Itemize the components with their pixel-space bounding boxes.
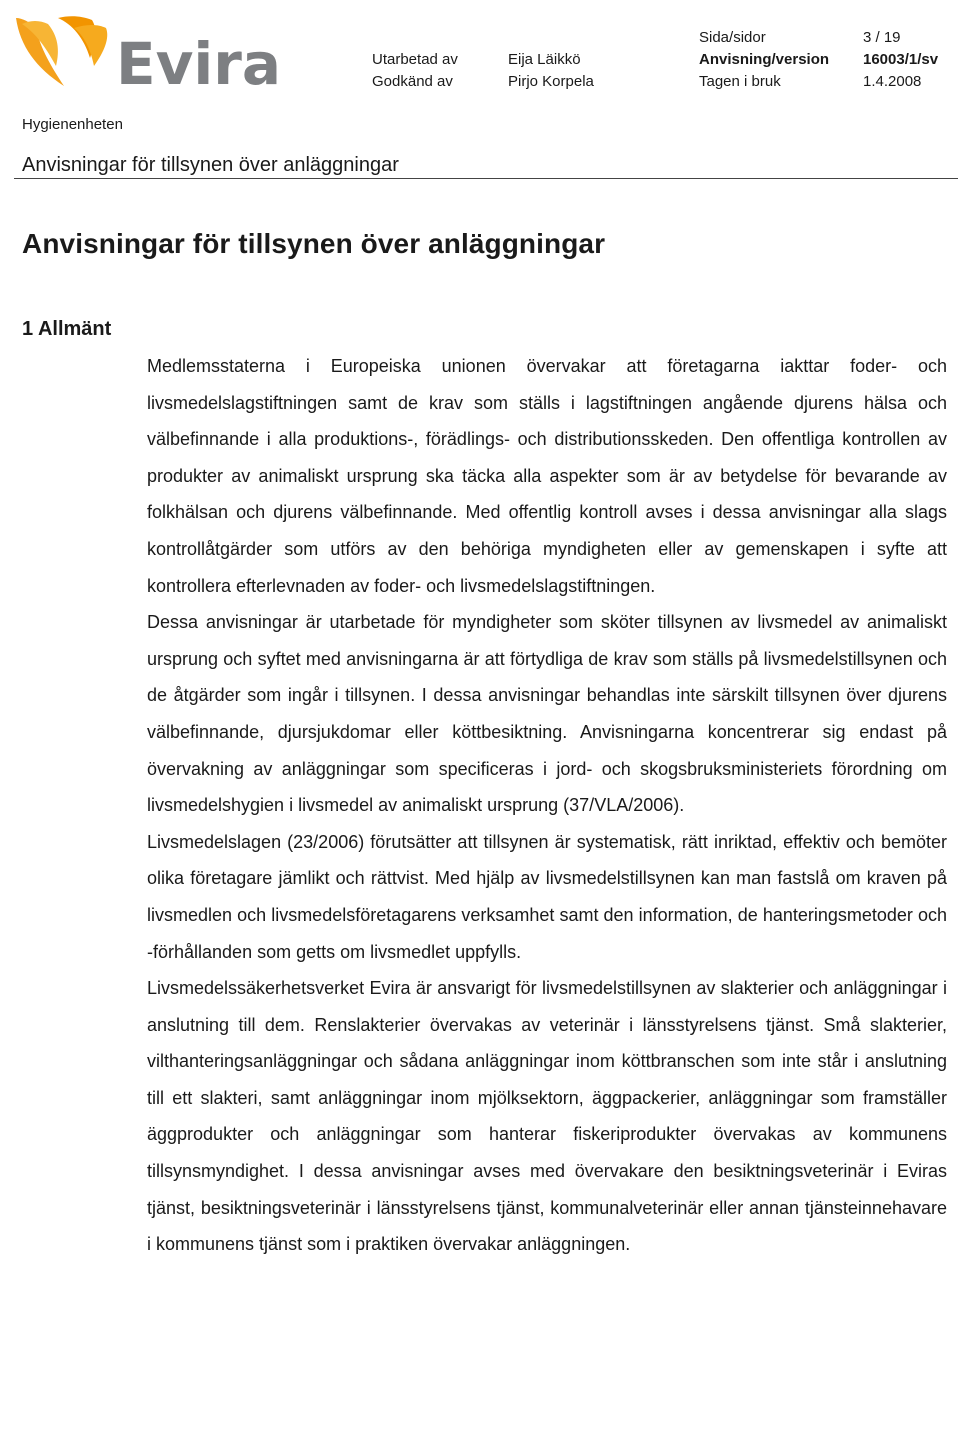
header-divider [14,178,958,179]
page-count-label: Sida/sidor [699,29,766,46]
document-title: Anvisningar för tillsynen över anläggningar [22,228,606,259]
paragraph: Dessa anvisningar är utarbetade för myndigheter som sköter tillsynen av livsmedel av animaliskt ursprung och syftet med anvisningarna är att förtydliga de krav som ställs på livsmedelstillsynen och de åtgärder som ingår i tillsynen. I dessa anvisningar behandlas inte särskilt tillsynen över djurens välbefinnande, djursjukdomar eller köttbesiktning. Anvisningarna koncentrerar sig endast på övervakning av anläggningar som specificeras i jord- och skogsbruksministeriets förordning om livsmedelshygien i livsmedel av animaliskt ursprung (37/VLA/2006). [147,612,947,816]
approved-by-value: Pirjo Korpela [508,73,594,90]
section-heading: 1 Allmänt [22,318,112,340]
prepared-by-value: Eija Läikkö [508,51,581,68]
in-force-value: 1.4.2008 [863,73,922,90]
version-label: Anvisning/version [699,51,830,68]
paragraph: Medlemsstaterna i Europeiska unionen övervakar att företagarna iakttar foder- och livsmedelslagstiftningen samt de krav som ställs i lagstiftningen angående djurens hälsa och välbefinnande i alla produktions-, förädlings- och distributionsskeden. Den offentliga kontrollen av produkter av animaliskt ursprung ska täcka alla aspekter som är av betydelse för bevarande av folkhälsan och djurens välbefinnande. Med offentlig kontroll avses i dessa anvisningar alla slags kontrollåtgärder som utförs av den behöriga myndigheten eller av gemenskapen i syfte att kontrollera efterlevnaden av foder- och livsmedelslagstiftningen. [147,356,947,596]
in-force-label: Tagen i bruk [699,73,781,90]
organization-unit: Hygienenheten [22,116,123,133]
logo-wordmark: Evira [116,30,282,98]
evira-logo [12,12,282,98]
paragraph: Livsmedelslagen (23/2006) förutsätter att tillsynen är systematisk, rätt inriktad, effektiv och bemöter olika företagare jämlikt och rättvist. Med hjälp av livsmedelstillsynen kan man fastslå om kraven på livsmedlen och livsmedelsföretagarens verksamhet samt den information, de hanteringsmetoder och -förhållanden som getts om livsmedlet uppfylls. [147,831,947,962]
approved-by-label: Godkänd av [372,73,453,90]
running-header-title: Anvisningar för tillsynen över anläggningar [22,154,399,176]
prepared-by-label: Utarbetad av [372,51,458,68]
paragraph: Livsmedelssäkerhetsverket Evira är ansvarigt för livsmedelstillsynen av slakterier och anläggningar i anslutning till dem. Renslakterier övervakas av veterinär i länsstyrelsens tjänst. Små slakterier, vilthanteringsanläggningar och sådana anläggningar inom köttbranschen som inte står i anslutning till ett slakteri, samt anläggningar inom mjölksektorn, äggpackerier, anläggningar som framställer äggprodukter och anläggningar som hanterar fiskeriprodukter övervakas av kommunens tillsynsmyndighet. I dessa anvisningar avses med övervakare den besiktningsveterinär i Eviras tjänst, besiktningsveterinär i länsstyrelsens tjänst, kommunalveterinär eller annan tjänsteinnehavare i kommunens tjänst som i praktiken övervakar anläggningen. [147,978,947,1255]
page-count-value: 3 / 19 [863,29,901,46]
version-value: 16003/1/sv [863,51,939,68]
section-body [147,348,947,1263]
